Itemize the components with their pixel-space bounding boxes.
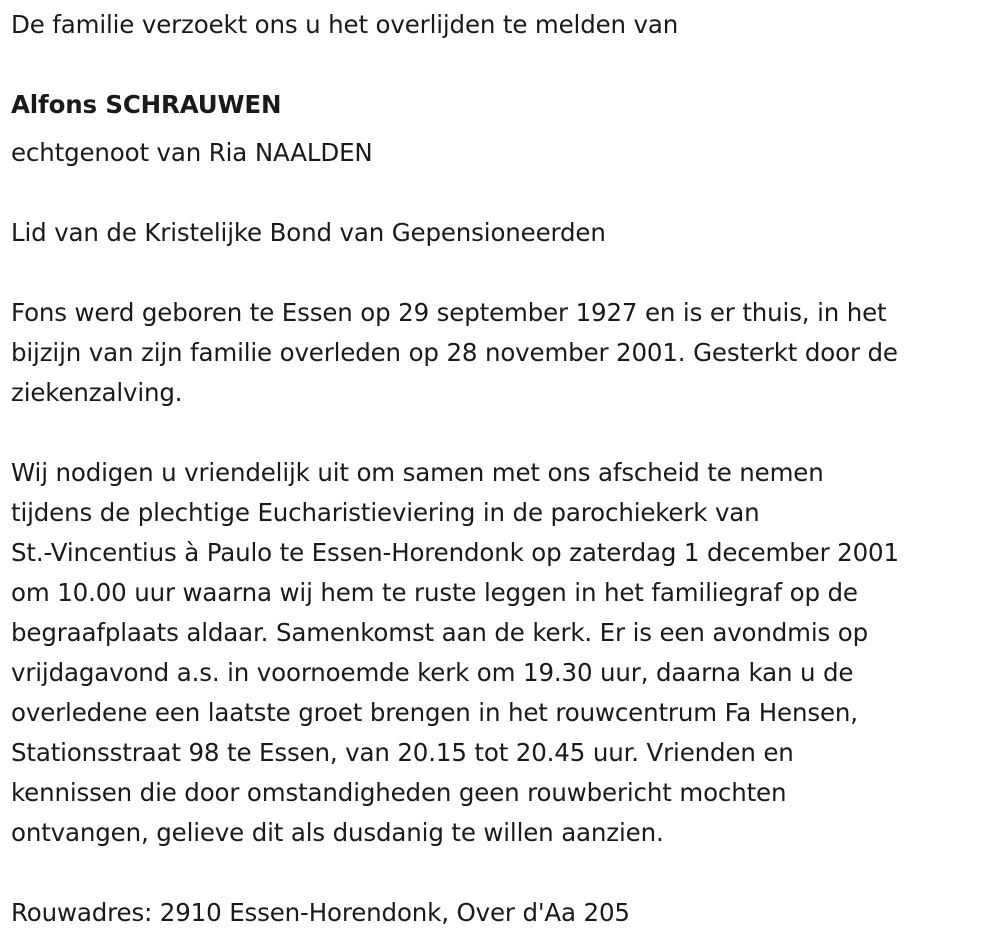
paragraph-line: om 10.00 uur waarna wij hem te ruste leggen in het familiegraf op de <box>11 578 858 607</box>
paragraph-line: Fons werd geboren te Essen op 29 september 1927 en is er thuis, in het <box>11 298 887 327</box>
paragraph-line: tijdens de plechtige Eucharistieviering in de parochiekerk van <box>11 498 760 527</box>
paragraph-line: begraafplaats aldaar. Samenkomst aan de kerk. Er is een avondmis op <box>11 618 869 647</box>
funeral-invitation-paragraph <box>11 453 899 853</box>
paragraph-line: bijzijn van zijn familie overleden op 28 november 2001. Gesterkt door de <box>11 338 898 367</box>
deceased-name: Alfons SCHRAUWEN <box>11 90 282 119</box>
membership-text: Lid van de Kristelijke Bond van Gepensioneerden <box>11 218 606 247</box>
intro-text: De familie verzoekt ons u het overlijden te melden van <box>11 10 679 39</box>
paragraph-line: ziekenzalving. <box>11 378 183 407</box>
paragraph-line: St.-Vincentius à Paulo te Essen-Horendonk op zaterdag 1 december 2001 <box>11 538 899 567</box>
paragraph-line: overledene een laatste groet brengen in het rouwcentrum Fa Hensen, <box>11 698 858 727</box>
paragraph-line: kennissen die door omstandigheden geen rouwbericht mochten <box>11 778 787 807</box>
mourning-address: Rouwadres: 2910 Essen-Horendonk, Over d'Aa 205 <box>11 898 630 927</box>
paragraph-line: vrijdagavond a.s. in voornoemde kerk om 19.30 uur, daarna kan u de <box>11 658 854 687</box>
paragraph-line: Stationsstraat 98 te Essen, van 20.15 tot 20.45 uur. Vrienden en <box>11 738 794 767</box>
spouse-text: echtgenoot van Ria NAALDEN <box>11 138 373 167</box>
paragraph-line: Wij nodigen u vriendelijk uit om samen met ons afscheid te nemen <box>11 458 824 487</box>
paragraph-line: ontvangen, gelieve dit als dusdanig te willen aanzien. <box>11 818 664 847</box>
birth-death-paragraph <box>11 293 898 413</box>
